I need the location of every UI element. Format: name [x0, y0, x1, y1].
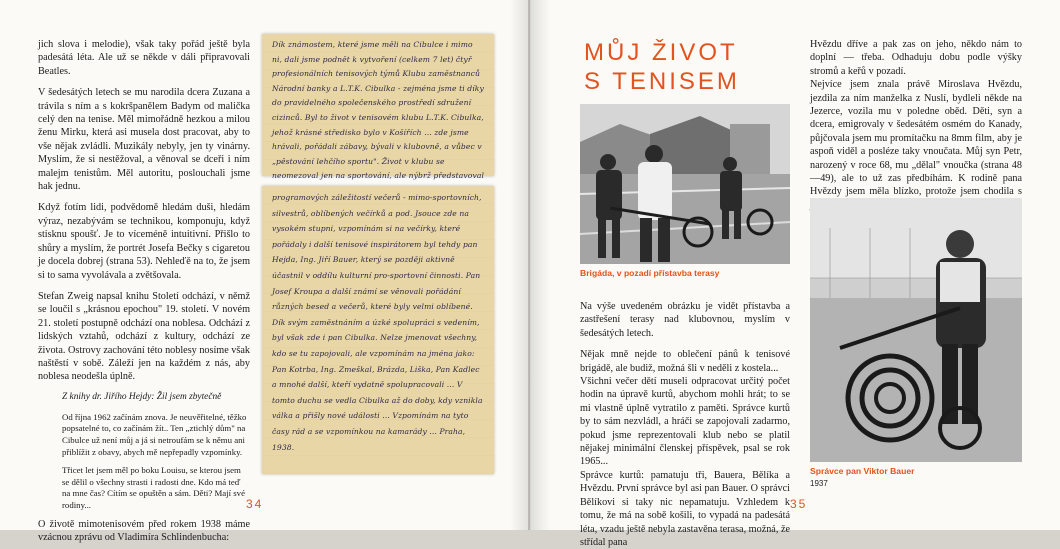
paragraph: jich slova i melodie), však taky pořád ještě byla padesátá léta. Ale už se někde v dáli připravovali Beatles. — [38, 39, 250, 77]
paragraph: Když fotím lidi, podvědomě hledám duši, hledám výraz, nezabývám se technikou, komponuju, když stisknu spoušť. Je to víceméně intuitivní. Přišlo to shůry a myslím, že portrét Josefa Bečky s cigaretou je docela dobrej (strana 53). Nehleďě na to, že jsem si to sama vyvolávala a zvětšovala. — [38, 202, 250, 281]
handwritten-text: Dík známostem, které jsme měli na Cibulce i mimo ni, dali jsme podnět k vytvoření (celkem 7 let) čtyř profesionálních tenisových týmů Klubu zaměstnanců Národní banky a L.T.K. Cibulka - zejména jsme ti díky do pravidelného společenského prostředí sdružení cizinců. Byl to život v tenisovém klubu L.T.K. Cibulka, jehož krásné středisko bylo v Košířích ... zde jsme hrávali, pořádali zábavy, bývali v klubovně, a vůbec v „pěstování lehčího sportu". Život v klubu se neomezoval jen na sportování, ale nýbrž představoval — [272, 40, 484, 181]
left-text-column — [38, 38, 250, 545]
left-page — [0, 0, 528, 544]
handwritten-letter-page-1 — [262, 34, 494, 181]
paragraph: Na výše uvedeném obrázku je vidět přístavba a zastřešení terasy nad klubovnou, myslím v šedesátých letech. — [580, 301, 790, 339]
handwritten-letter-page-2 — [262, 186, 494, 474]
page-number-right: 35 — [790, 497, 808, 511]
paragraph: Všichni večer dětí museli odpracovat určitý počet hodin na úpravě kurtů, abychom mohli hrát; to se mi vlastně úplně vytratilo z paměti. Správce kurtů by to sám nezvládl, a hráči se zapojovali zadarmo, pokud jsme reprezentovali klub nebo se platil nějakej minimální členskej příspěvek, psal se rok 1965... — [580, 376, 790, 468]
chapter-title — [584, 38, 740, 96]
paragraph: Hvězdu dříve a pak zas on jeho, někdo nám to doplní — třeba. Odhaduju dobu podle výšky stromů a keřů v pozadí. — [810, 39, 1022, 77]
photo-caption: Brigáda, v pozadí přístavba terasy — [580, 268, 720, 278]
brigade-photo-image — [580, 104, 790, 264]
book-quote — [38, 392, 250, 512]
page-number-left: 34 — [246, 497, 264, 511]
paragraph: Nejvíce jsem znala právě Miroslava Hvězdu, jezdila za ním manželka z Nuslí, bydleli někde na Jezerce, vozila mu v poledne oběd. Děti, syn a dcera, emigrovaly v šedesátém osmém do Kanady, půjčovala jsem mu promítačku na 8mm film, aby je aspoň viděl a posléze taky vnoučata. Můj syn Petr, narozený v roce 68, mu „dělal" vnoučka (strana 48—49), ale to už zas předbíhám. K rodině pana Hvězdy jsem měla blízko, protože jsem chodila s — [810, 79, 1022, 198]
quote-paragraph: Od října 1962 začínám znova. Je neuvěřitelné, těžko popsatelné to, co začínám žít.. Ten „ztichlý dům" na Cibulce už není můj a já si netroufám se k němu ani přiblížit z obavy, abych mě nepřepadly vzpomínky. — [62, 411, 247, 457]
center-text-column — [580, 300, 790, 549]
photo-caption: Správce pan Viktor Bauer — [810, 466, 915, 476]
photo-brigade — [580, 104, 790, 264]
viktor-bauer-photo-image — [810, 198, 1022, 462]
paragraph: Nějak mně nejde to oblečení pánů k tenisové brigádě, ale budiž, možná šli v neděli z kostela... — [580, 349, 790, 374]
paragraph: Správce kurtů: pamatuju tři, Bauera, Bělíka a Hvězdu. První správce byl asi pan Bauer. O správci Bělíkovi si taky nic nepamatuju. Vzhledem k tomu, že má na sobě košili, to vypadá na padesátá léta, vzadu ještě nebyla zastavěna terasa, možná, že střídal pana — [580, 469, 790, 548]
handwritten-text: programových záležitostí večerů - mimo-sportovních, silvestrů, oblíbených večírků a pod. Jsouce zde na vysokém stupni, vzpomínám si na večírky, které pořádaly i další tenisové inspirátorem byl tehdy pan Hejda, Ing. Jiří Bauer, který se později aktivně účastnil v oddílu kulturní pro-sportovní činnosti. Pan Josef Kroupa a další známí se věnovali pořádání různých besed a večerů, které byly velmi oblíbené. Dík svým zaměstnáním a úzké spolupráci s vedením, byl však zde i pan Cibulka. Nelze jmenovat všechny, kdo se tu zapojovali, ale vzpomínám na jména jako: Pan Kotrba, Ing. Zmeškal, Brázda, Liška, Pan Kadlec a mnohé další, kteří vydatně spolupracovali ... V tomto duchu se vedla Cibulka až do doby, kdy vznikla válka a přišly nové události ... Vzpomínám na tyto časy rád a se vzpomínkou na kamarády ... Praha, 1938. — [272, 193, 486, 452]
chapter-title-line: S TENISEM — [584, 68, 740, 95]
photo-year: 1937 — [810, 479, 828, 488]
paragraph: V šedesátých letech se mu narodila dcera Zuzana a trávila s ním a s kokršpanělem Badym od malička celý den na tenise. Měl mimořádně hezkou a milou ženu Mirku, která asi musela dost pracovat, aby to vše nějak zvládli. Muzikály nebyly, jen ty vinárny. Myslím, že si nestěžoval, a věnoval se dceři i ním malejm tenistům. Měl autoritu, poslouchali jsme hak jednu. — [38, 87, 250, 193]
paragraph: O životě mimotenisovém před rokem 1938 máme vzácnou zprávu od Vladimíra Schlindenbucha: — [38, 518, 250, 544]
paragraph: Stefan Zweig napsal knihu Století odchází, v němž se loučil s „krásnou epochou" 19. století. V novém 21. století postupně odchází ona noblesa. Odchází z lidských vztahů, odchází z kultury, odchází ze života. Ostrovy zachování této noblesy nosíme však naštěstí v sobě. Záleží jen na každém z nás, aby noblesa neodešla úplně. — [38, 290, 250, 383]
quote-paragraph: Třicet let jsem měl po boku Louisu, se kterou jsem se dělil o všechny strasti i radosti dne. Kdo má teď na mne čas? Cítím se opuštěn a sám. Děti? Mají své rodiny... — [62, 464, 245, 511]
chapter-title-line: MŮJ ŽIVOT — [584, 39, 738, 66]
photo-viktor-bauer — [810, 198, 1022, 462]
quote-title: Z knihy dr. Jiřího Hejdy: Žil jsem zbytečně — [62, 391, 222, 402]
